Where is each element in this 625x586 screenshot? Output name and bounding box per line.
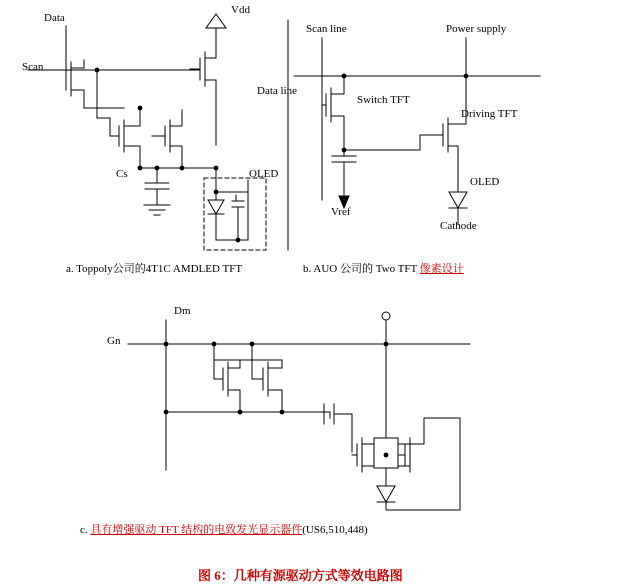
panel-c-node-7: [384, 342, 389, 347]
figure-title: 图 6：几种有源驱动方式等效电路图: [198, 568, 403, 583]
panel-a-scan-label: Scan: [22, 61, 44, 73]
panel-b-cathode-label: Cathode: [440, 220, 477, 232]
panel-a-oled-label: OLED: [249, 168, 279, 180]
panel-b-node-2: [342, 148, 347, 153]
panel-b-power-supply-label: Power supply: [446, 23, 507, 35]
panel-c-node-5: [238, 410, 243, 415]
panel-a-node-4: [180, 166, 185, 171]
panel-c-terminal-circle: [382, 312, 390, 320]
panel-b-oled-triangle: [449, 192, 467, 208]
panel-b-scan-line-label: Scan line: [306, 23, 347, 35]
panel-a-node-1: [214, 166, 219, 171]
panel-a-cs-label: Cs: [116, 168, 128, 180]
panel-b-caption-highlight: 像素设计: [419, 263, 464, 275]
panel-c-caption-highlight: 具有增强驱动 TFT 结构的电致发光显示器件: [90, 524, 303, 536]
panel-a-vdd-label: Vdd: [231, 4, 250, 16]
panel-c-node-2: [164, 410, 169, 415]
panel-c-node-4: [250, 342, 255, 347]
panel-c-caption-suffix: (US6,510,448): [302, 524, 368, 536]
panel-c-caption: [80, 521, 368, 537]
panel-a-vdd-symbol: [206, 14, 226, 28]
panel-b-node-1: [342, 74, 347, 79]
panel-a-node-5: [138, 106, 143, 111]
panel-c-node-3: [212, 342, 217, 347]
panel-a-node-6: [95, 68, 100, 73]
panel-c-node-6: [280, 410, 285, 415]
panel-c-dm-label: Dm: [174, 305, 191, 317]
panel-a-node-7: [214, 190, 219, 195]
panel-c-node-8: [384, 453, 389, 458]
panel-a-oled-diode-triangle: [208, 200, 224, 214]
panel-a-node-2: [138, 166, 143, 171]
panel-b-data-line-label: Data line: [257, 85, 298, 97]
panel-b-caption: [303, 260, 464, 276]
panel-c-node-1: [164, 342, 169, 347]
panel-b-caption-text: b. AUO 公司的 Two TFT: [303, 263, 420, 275]
panel-c-caption-prefix: c.: [80, 524, 91, 536]
panel-b-node-3: [464, 74, 469, 79]
panel-a-data-label: Data: [44, 12, 65, 24]
panel-a-caption: [66, 260, 242, 276]
panel-c-oled-triangle: [377, 486, 395, 502]
panel-b-switch-tft-label: Switch TFT: [357, 94, 410, 106]
panel-a-node-3: [155, 166, 160, 171]
panel-b-oled-label: OLED: [470, 176, 500, 188]
panel-a-caption-text: a. Toppoly公司的4T1C AMDLED TFT: [66, 263, 243, 275]
panel-a-node-8: [236, 238, 241, 243]
panel-b-driving-tft-label: Driving TFT: [461, 108, 518, 120]
panel-c-gn-label: Gn: [107, 335, 121, 347]
panel-b-vref-label: Vref: [331, 206, 351, 218]
